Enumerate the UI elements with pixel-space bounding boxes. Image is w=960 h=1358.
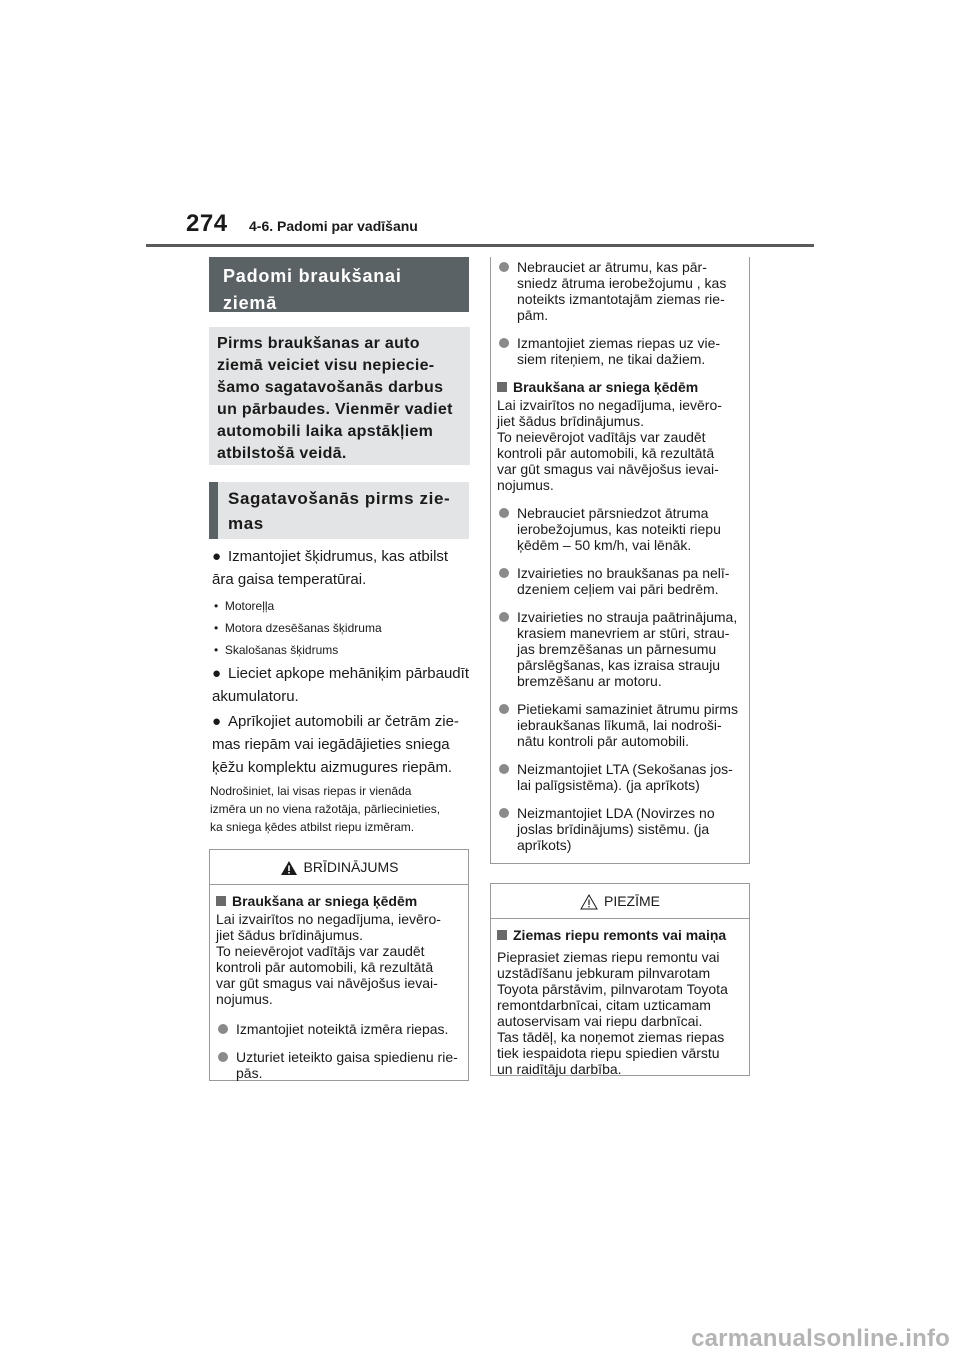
bullet-icon [499, 568, 509, 578]
intro-line: šamo sagatavošanās darbus [217, 379, 444, 396]
note-line: izmēra un no viena ražotāja, pārliecinieties, [210, 802, 441, 816]
square-bullet-icon [497, 930, 507, 940]
fluid-list [214, 598, 488, 658]
intro-line: ziemā veiciet visu nepiecie- [217, 357, 435, 374]
bullet-text: āra gaisa temperatūrai. [212, 571, 367, 588]
bullet-text: Aprīkojiet automobili ar četrām zie- [228, 713, 459, 730]
subheading-line: Sagatavošanās pirms zie- [228, 489, 451, 508]
intro-line: automobili laika apstākļiem [217, 423, 434, 440]
list-item: • Motoreļļa [214, 599, 275, 613]
bullet-fluids [212, 545, 490, 591]
tire-note [210, 782, 472, 836]
header-divider [146, 244, 814, 247]
bullet-icon [499, 262, 509, 272]
bullet-icon: ● [212, 713, 222, 730]
main-title-line: ziemā [223, 293, 278, 313]
warning-item: Izvairieties no braukšanas pa nelī- dzeniem ceļiem vai pāri bedrēm. [497, 565, 743, 597]
section-title: 4-6. Padomi par vadīšanu [249, 218, 418, 234]
bullet-text: ķēžu komplektu aizmugures riepām. [212, 759, 453, 776]
subheading [209, 482, 469, 539]
main-title [209, 257, 469, 312]
bullet-icon [218, 1024, 228, 1034]
chains-text: Lai izvairītos no negadījuma, ievēro- jiet šādus brīdinājumus. To neievērojot vadītājs var zaudēt kontroli pār automobili, kā rezultātā var gūt smagus vai nāvējošus ievai- nojumus. [497, 397, 722, 493]
notice-header [491, 884, 749, 919]
bullet-tires [212, 710, 490, 779]
warning-title: BRĪDINĀJUMS [303, 859, 399, 875]
warning-text: Lai izvairītos no negadījuma, ievēro- jiet šādus brīdinājumus. To neievērojot vadītājs var zaudēt kontroli pār automobili, kā rezultātā var gūt smagus vai nāvējošus ievai- nojumus. [216, 911, 441, 1007]
bullet-icon [499, 704, 509, 714]
warning-box [209, 849, 469, 1081]
warning-item: Izmantojiet ziemas riepas uz vie- siem riteņiem, ne tikai dažiem. [497, 335, 743, 367]
bullet-icon [218, 1052, 228, 1062]
bullet-icon: ● [212, 548, 222, 565]
bullet-icon [499, 338, 509, 348]
warning-heading: Braukšana ar sniega ķēdēm [216, 893, 462, 909]
warning-item: Uzturiet ieteikto gaisa spiedienu rie- pās. [216, 1049, 462, 1081]
bullet-text: akumulatoru. [212, 688, 299, 705]
bullet-icon [499, 808, 509, 818]
warning-item: Neizmantojiet LDA (Novirzes no joslas brīdinājums) sistēmu. (ja aprīkots) [497, 805, 743, 853]
notice-icon [580, 894, 598, 910]
intro-line: Pirms braukšanas ar auto [217, 335, 420, 352]
warning-item: Pietiekami samaziniet ātrumu pirms iebraukšanas līkumā, lai nodroši- nātu kontroli pār automobili. [497, 701, 743, 749]
intro-line: atbilstošā veidā. [217, 445, 347, 462]
warning-continued-box [490, 257, 750, 864]
warning-header [210, 850, 468, 885]
watermark: carmanualsonline.info [691, 1325, 950, 1352]
subheading-line: mas [228, 514, 264, 533]
main-title-line: Padomi braukšanai [223, 266, 402, 286]
warning-icon [280, 860, 298, 876]
bullet-icon [499, 764, 509, 774]
notice-text: Pieprasiet ziemas riepu remontu vai uzstādīšanu jebkuram pilnvarotam Toyota pārstāvim, pilnvarotam Toyota remontdarbnīcai, citam uzticamam autoservisam vai riepu darbnīcai. Tas tādēļ, ka noņemot ziemas riepas tiek iespaidota riepu spiedien vārstu un raidītāju darbība. [497, 949, 728, 1077]
intro-box [209, 327, 470, 465]
bullet-text: mas riepām vai iegādājieties sniega [212, 736, 450, 753]
notice-heading: Ziemas riepu remonts vai maiņa [497, 927, 743, 943]
square-bullet-icon [216, 896, 226, 906]
bullet-icon [499, 508, 509, 518]
note-line: Nodrošiniet, lai visas riepas ir vienāda [210, 784, 412, 798]
bullet-icon: ● [212, 665, 222, 682]
square-bullet-icon [497, 382, 507, 392]
list-item: • Motora dzesēšanas šķidruma [214, 621, 382, 635]
page-number: 274 [186, 210, 228, 237]
warning-item: Izmantojiet noteiktā izmēra riepas. [216, 1021, 462, 1037]
bullet-icon [499, 612, 509, 622]
bullet-text: Izmantojiet šķidrumus, kas atbilst [228, 548, 449, 565]
warning-item: Neizmantojiet LTA (Sekošanas jos- lai palīgsistēma). (ja aprīkots) [497, 761, 743, 793]
intro-line: un pārbaudes. Vienmēr vadiet [217, 401, 453, 418]
bullet-battery [212, 662, 490, 708]
notice-title: PIEZĪME [603, 893, 660, 909]
notice-box [490, 883, 750, 1076]
chains-heading: Braukšana ar sniega ķēdēm [497, 379, 743, 395]
warning-item: Nebrauciet ar ātrumu, kas pār- sniedz ātruma ierobežojumu , kas noteikts izmantotajām ziemas rie- pām. [497, 259, 743, 323]
warning-item: Izvairieties no strauja paātrinājuma, krasiem manevriem ar stūri, strau- jas bremzēšanas un pārnesumu pārslēgšanas, kas izraisa strauju bremzēšanu ar motoru. [497, 609, 743, 689]
bullet-text: Lieciet apkope mehāniķim pārbaudīt [228, 665, 469, 682]
list-item: • Skalošanas šķidrums [214, 643, 339, 657]
note-line: ka sniega ķēdes atbilst riepu izmēram. [210, 820, 415, 834]
warning-item: Nebrauciet pārsniedzot ātruma ierobežojumus, kas noteikti riepu ķēdēm – 50 km/h, vai lēnāk. [497, 505, 743, 553]
